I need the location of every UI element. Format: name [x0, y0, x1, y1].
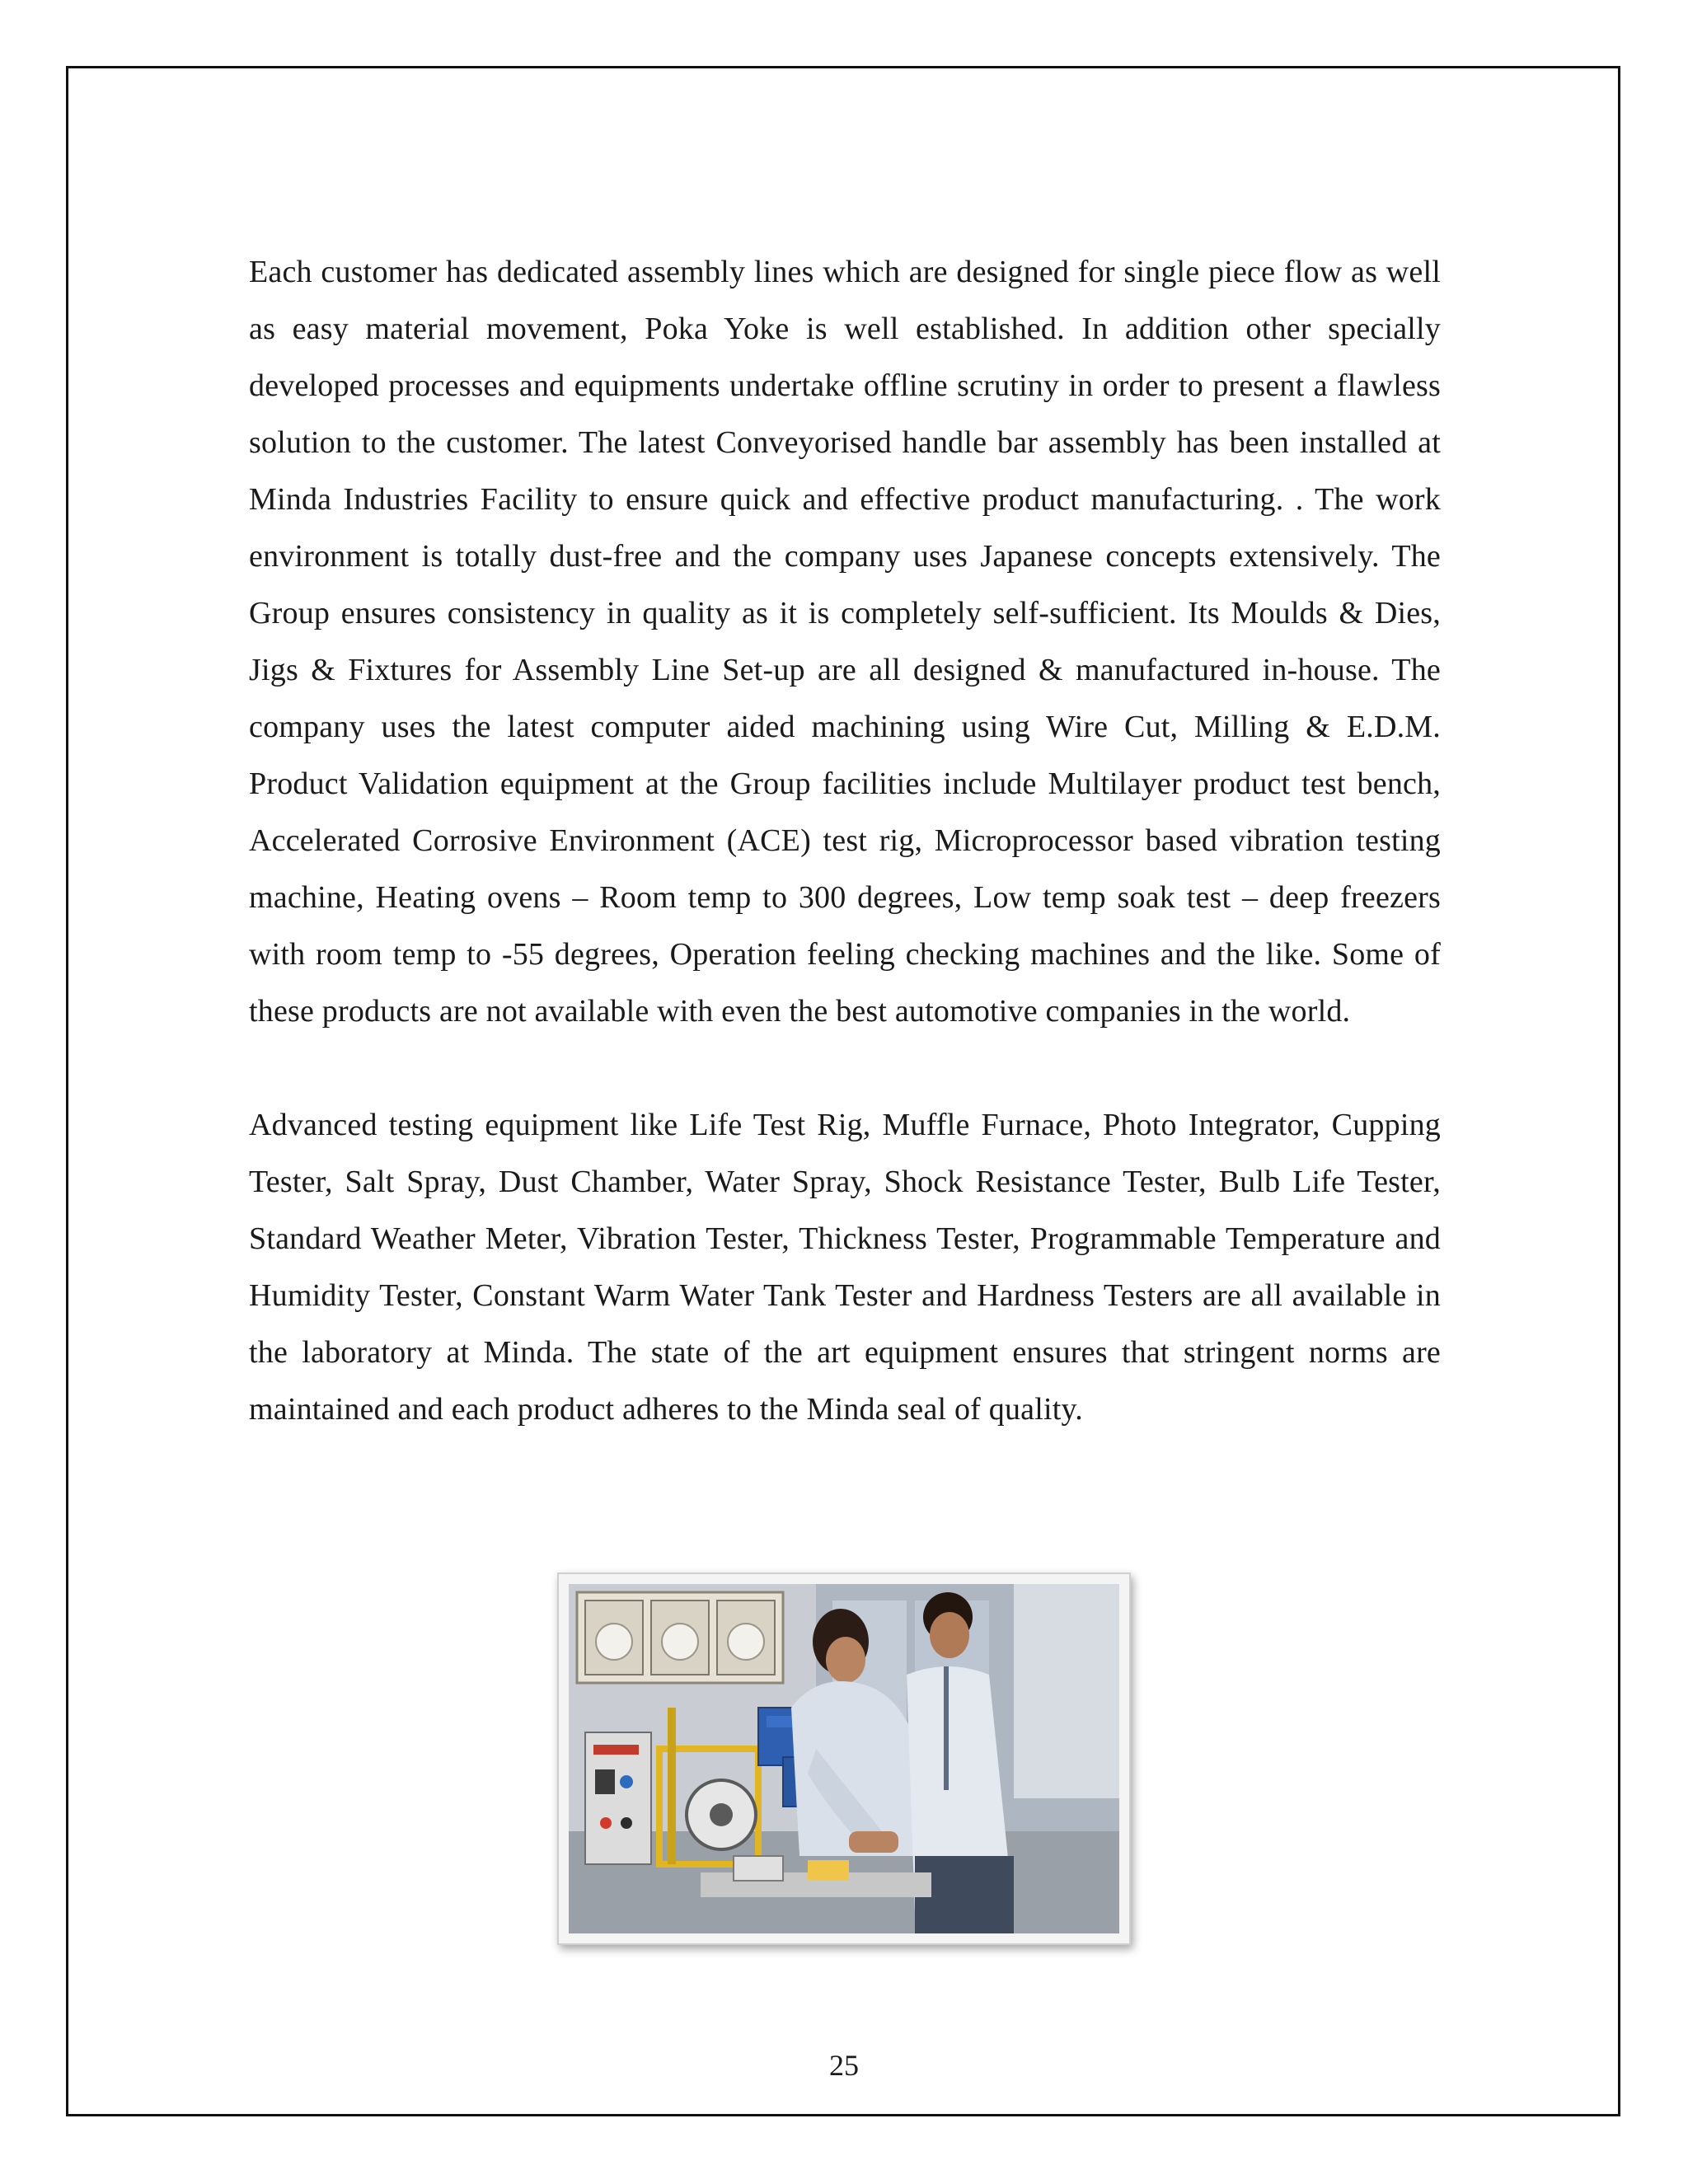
- lab-photo: [557, 1572, 1131, 1945]
- page-number: 25: [829, 2049, 859, 2082]
- lab-photo-illustration: [569, 1584, 1119, 1933]
- paragraph-testing-equipment: Advanced testing equipment like Life Test Rig, Muffle Furnace, Photo Integrator, Cupping Tester, Salt Spray, Dust Chamber, Water Spray, Shock Resistance Tester, Bulb Life Tester, Standard Weather Meter, Vibration Tester, Thickness Tester, Programmable Temperature and Humidity Tester, Constant Warm Water Tank Tester and Hardness Testers are all available in the laboratory at Minda. The state of the art equipment ensures that stringent norms are maintained and each product adheres to the Minda seal of quality.: [249, 1108, 1441, 1427]
- document-body: [249, 244, 1441, 1438]
- paragraph-assembly-lines: Each customer has dedicated assembly lines which are designed for single piece flow as well as easy material movement, Poka Yoke is well established. In addition other specially developed processes and equipments undertake offline scrutiny in order to present a flawless solution to the customer. The latest Conveyorised handle bar assembly has been installed at Minda Industries Facility to ensure quick and effective product manufacturing. . The work environment is totally dust-free and the company uses Japanese concepts extensively. The Group ensures consistency in quality as it is completely self-sufficient. Its Moulds & Dies, Jigs & Fixtures for Assembly Line Set-up are all designed & manufactured in-house. The company uses the latest computer aided machining using Wire Cut, Milling & E.D.M. Product Validation equipment at the Group facilities include Multilayer product test bench, Accelerated Corrosive Environment (ACE) test rig, Microprocessor based vibration testing machine, Heating ovens – Room temp to 300 degrees, Low temp soak test – deep freezers with room temp to -55 degrees, Operation feeling checking machines and the like. Some of these products are not available with even the best automotive companies in the world.: [249, 255, 1441, 1029]
